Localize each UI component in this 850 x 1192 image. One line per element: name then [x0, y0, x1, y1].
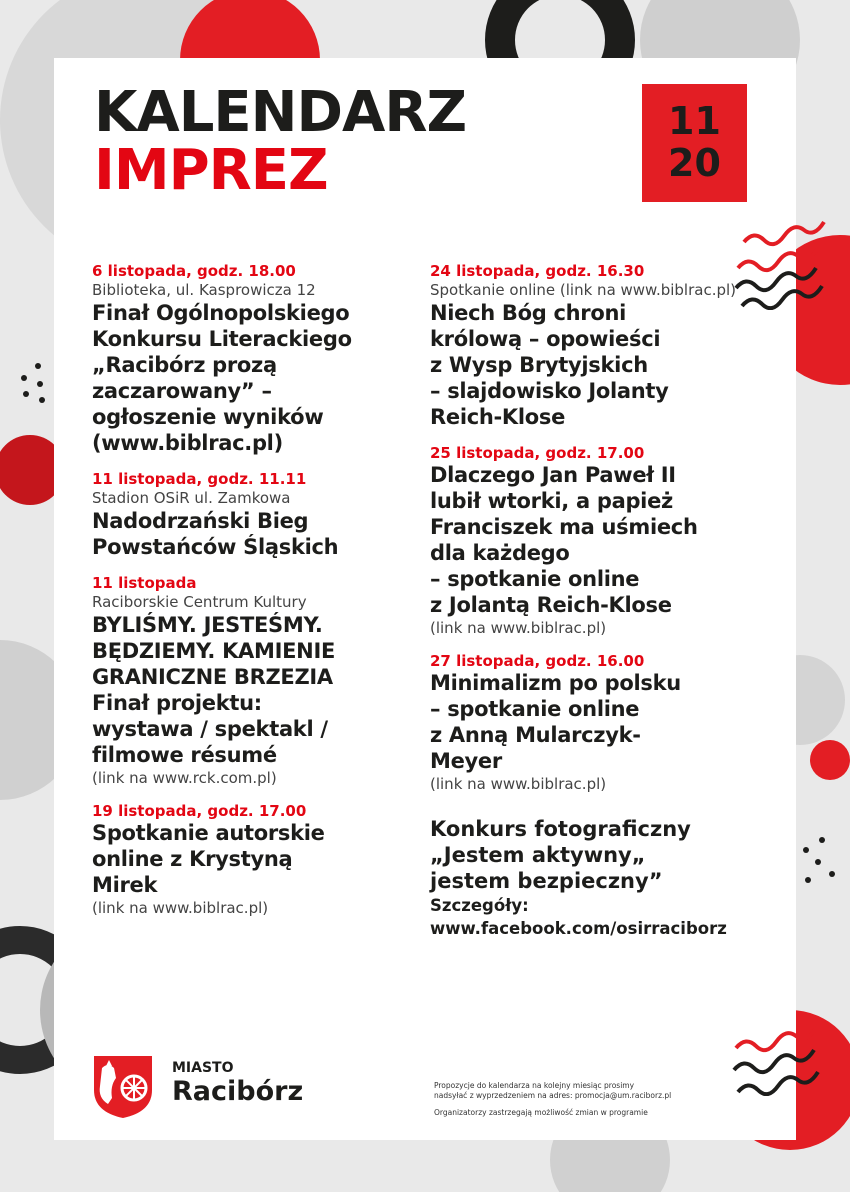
event-place: Stadion OSiR ul. Zamkowa: [92, 489, 291, 507]
event-title: Dlaczego Jan Paweł II lubił wtorki, a papież Franciszek ma uśmiech dla każdego – spotkanie online z Jolantą Reich-Klose: [430, 463, 698, 617]
event-item: [92, 802, 422, 918]
event-date: 19 listopada, godz. 17.00: [92, 802, 307, 820]
event-item: [92, 262, 422, 456]
event-title: Nadodrzański Bieg Powstańców Śląskich: [92, 509, 339, 559]
page-title: [94, 80, 467, 203]
title-line-2: IMPREZ: [94, 138, 328, 203]
squiggle-decoration-bottom: [728, 1020, 828, 1096]
event-item: [92, 574, 422, 788]
event-title: Spotkanie autorskie online z Krystyną Mirek: [92, 821, 325, 897]
city-name: Racibórz: [172, 1076, 304, 1107]
month-year-badge: [642, 84, 747, 202]
event-item: [430, 652, 760, 794]
promo-details: Szczegóły: www.facebook.com/osirraciborz: [430, 896, 727, 938]
submission-note: Propozycje do kalendarza na kolejny miesiąc prosimy nadsyłać z wyprzedzeniem na adres: promocja@um.raciborz.pl: [434, 1081, 672, 1100]
raciborz-coat-of-arms-icon: [92, 1054, 154, 1120]
event-link-note: (link na www.biblrac.pl): [430, 619, 607, 637]
event-date: 27 listopada, godz. 16.00: [430, 652, 645, 670]
event-place: Biblioteka, ul. Kasprowicza 12: [92, 281, 316, 299]
event-date: 11 listopada, godz. 11.11: [92, 470, 307, 488]
event-item: [430, 444, 760, 638]
month-number: 11: [668, 99, 721, 143]
event-item: [92, 470, 422, 560]
events-right-column: [430, 262, 760, 954]
event-date: 6 listopada, godz. 18.00: [92, 262, 296, 280]
events-left-column: [92, 262, 422, 932]
event-link-note: (link na www.biblrac.pl): [92, 899, 269, 917]
event-title: BYLIŚMY. JESTEŚMY. BĘDZIEMY. KAMIENIE GRANICZNE BRZEZIA Finał projektu: wystawa / spektakl / filmowe résumé: [92, 613, 336, 767]
title-line-1: KALENDARZ: [94, 80, 467, 145]
city-label: MIASTO: [172, 1060, 234, 1076]
promo-block: [430, 816, 760, 940]
event-link-note: (link na www.rck.com.pl): [92, 769, 277, 787]
year-number: 20: [668, 141, 721, 185]
event-place: Raciborskie Centrum Kultury: [92, 593, 307, 611]
event-item: [430, 262, 760, 430]
event-date: 24 listopada, godz. 16.30: [430, 262, 645, 280]
event-title: Finał Ogólnopolskiego Konkursu Literackiego „Racibórz prozą zaczarowany” – ogłoszenie wyników (www.biblrac.pl): [92, 301, 352, 455]
event-link-note: (link na www.biblrac.pl): [430, 775, 607, 793]
city-logo-text: [172, 1060, 303, 1108]
event-date: 25 listopada, godz. 17.00: [430, 444, 645, 462]
event-place: Spotkanie online (link na www.biblrac.pl): [430, 281, 737, 299]
event-title: Minimalizm po polsku – spotkanie online z Anną Mularczyk- Meyer: [430, 671, 681, 773]
event-date: 11 listopada: [92, 574, 197, 592]
disclaimer-note: Organizatorzy zastrzegają możliwość zmian w programie: [434, 1108, 648, 1117]
event-title: Niech Bóg chroni królową – opowieści z Wysp Brytyjskich – slajdowisko Jolanty Reich-Klose: [430, 301, 669, 429]
promo-title: Konkurs fotograficzny „Jestem aktywny„ jestem bezpieczny”: [430, 817, 691, 893]
